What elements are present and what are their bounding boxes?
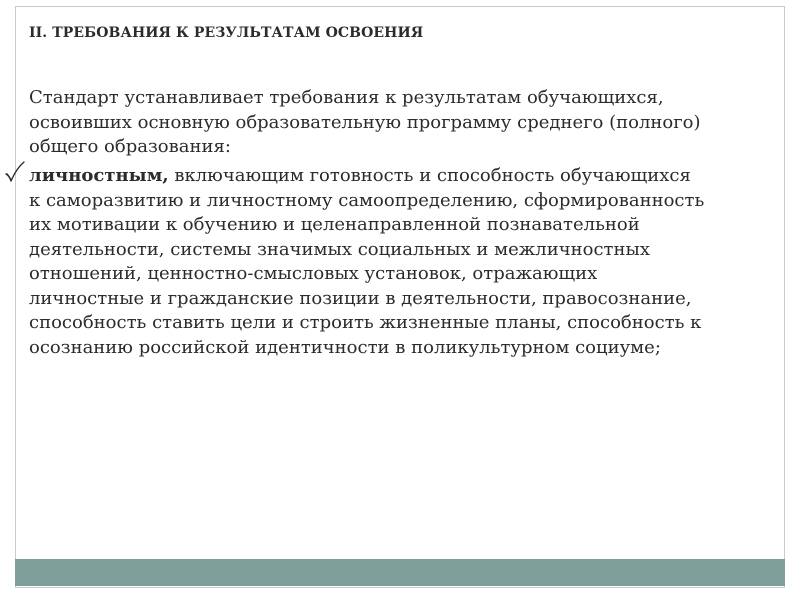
bullet-line: деятельности, системы значимых социальных и межличностных [29,238,650,260]
bullet-line: способность ставить цели и строить жизненные планы, способность к [29,312,702,333]
bullet-line-text: включающим готовность и способность обучающихся [168,165,691,186]
intro-paragraph [29,86,781,160]
bullet-term: личностным, [29,165,169,186]
intro-line: освоивших основную образовательную программу среднего (полного) [29,111,701,133]
bullet-item-personal [29,164,789,360]
bullet-line: личностные и гражданские позиции в деятельности, правосознание, [29,287,692,309]
intro-line: общего образования: [29,136,231,157]
bullet-line: отношений, ценностно-смысловых установок, отражающих [29,263,598,284]
bullet-line: к саморазвитию и личностному самоопределению, сформированность [29,189,705,211]
slide-title: II. ТРЕБОВАНИЯ К РЕЗУЛЬТАТАМ ОСВОЕНИЯ [29,25,424,41]
bullet-line: их мотивации к обучению и целенаправленной познавательной [29,214,640,235]
footer-bar [15,559,785,586]
intro-line: Стандарт устанавливает требования к результатам обучающихся, [29,87,664,108]
bullet-line [29,164,789,189]
bullet-line: осознанию российской идентичности в поликультурном социуме; [29,336,661,358]
checkmark-icon [4,160,26,184]
